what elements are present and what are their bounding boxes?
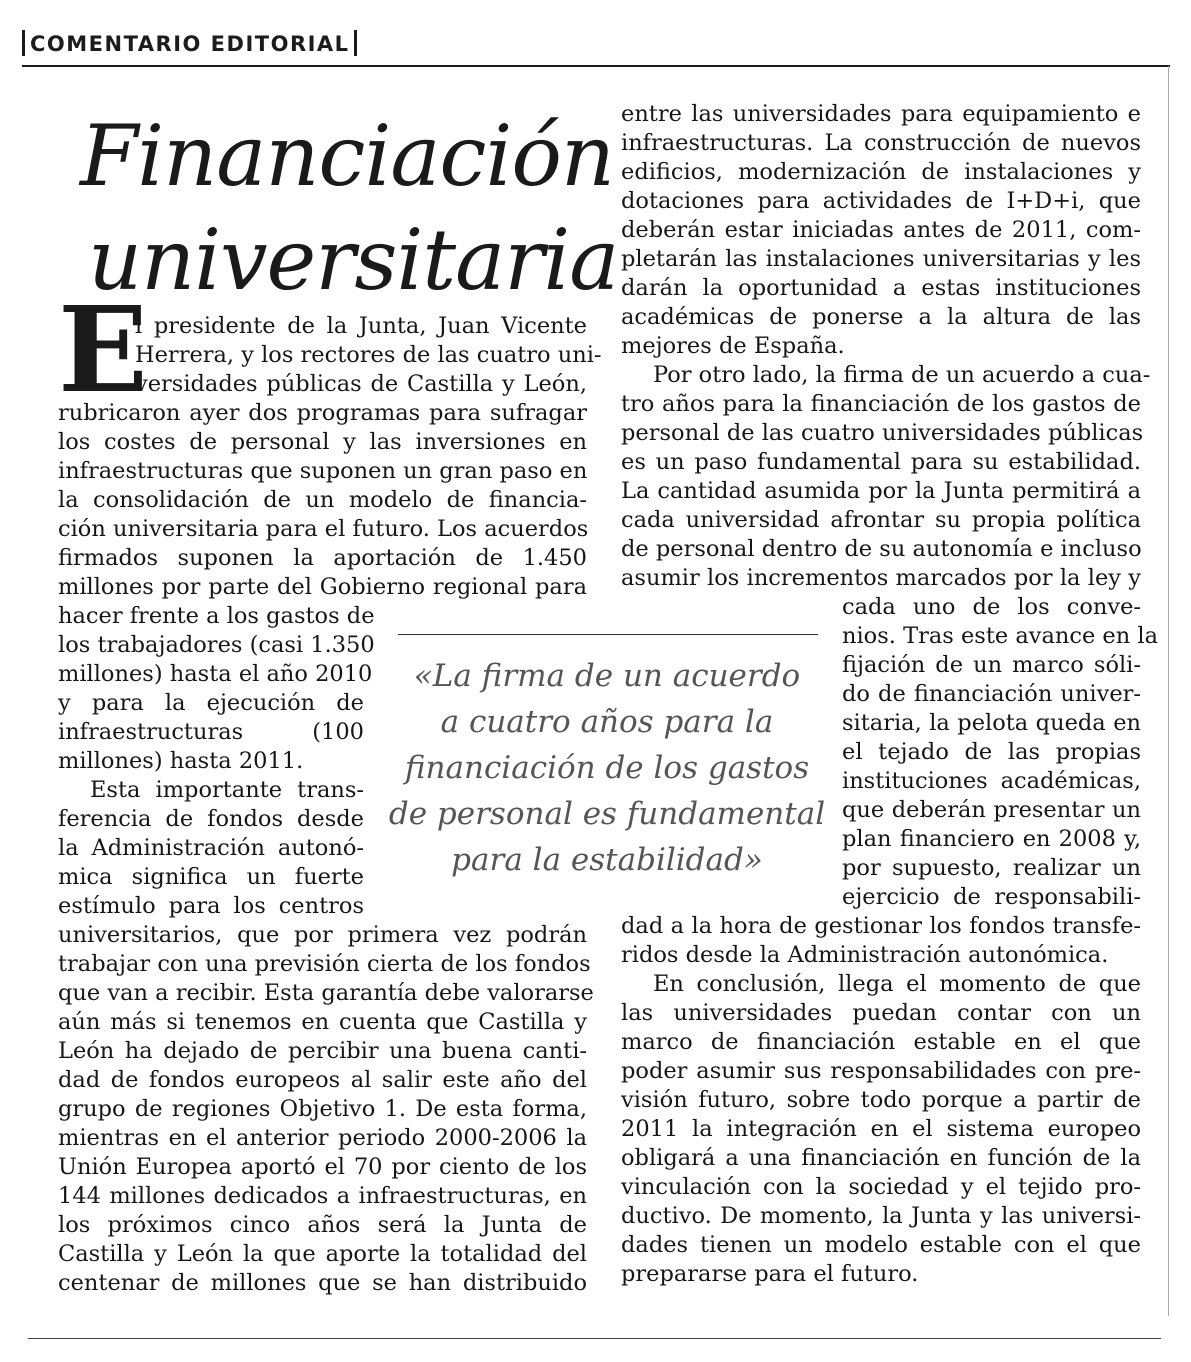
pull-quote-line: de personal es fundamental [388,796,826,832]
text-line: académicas de ponerse a la altura de las [621,304,1141,330]
text-line: que van a recibir. Esta garantía debe valorarse [58,980,594,1006]
text-line: la Administración autonó- [58,835,364,861]
text-line: 144 millones dedicados a infraestructuras, en [58,1183,587,1209]
text-line: 2011 la integración en el sistema europeo [621,1116,1141,1142]
headline-line-2: universitaria [88,211,619,309]
text-line: asumir los incrementos marcados por la ley y [621,565,1141,591]
text-line: visión futuro, sobre todo porque a partir de [621,1087,1141,1113]
text-line: tro años para la financiación de los gastos de [621,391,1141,417]
text-line: En conclusión, llega el momento de que [653,971,1141,997]
header-bar-right [354,30,357,56]
text-line: la consolidación de un modelo de financia- [58,487,587,513]
text-line: ferencia de fondos desde [58,806,364,832]
text-line: trabajar con una previsión cierta de los fondos [58,951,591,977]
text-line: que deberán presentar un [842,797,1141,823]
pull-quote-line: financiación de los gastos [404,750,810,786]
text-line: vinculación con la sociedad y el tejido pro- [621,1174,1141,1200]
text-line: dad de fondos europeos al salir este año del [58,1067,587,1093]
right-margin-rule [1168,66,1169,1316]
text-line: León ha dejado de percibir una buena canti- [58,1038,587,1064]
text-line: versidades públicas de Castilla y León, [135,371,587,397]
text-line: grupo de regiones Objetivo 1. De esta forma, [58,1096,587,1122]
bottom-rule [28,1338,1161,1339]
section-label: COMENTARIO EDITORIAL [30,32,350,56]
text-line: nios. Tras este avance en la [842,623,1158,649]
text-line: aún más si tenemos en cuenta que Castilla y [58,1009,587,1035]
text-line: cada universidad afrontar su propia política [621,507,1141,533]
text-line: ción universitaria para el futuro. Los acuerdos [58,516,589,542]
text-line: es un paso fundamental para su estabilidad. [621,449,1141,475]
text-line: personal de las cuatro universidades públicas [621,420,1144,446]
text-line: obligará a una financiación en función de la [621,1145,1141,1171]
text-line: l presidente de la Junta, Juan Vicente [135,313,587,339]
text-line: mientras en el anterior periodo 2000-2006 la [58,1125,587,1151]
text-line: cada uno de los conve- [842,594,1141,620]
text-line: firmados suponen la aportación de 1.450 [58,545,587,571]
text-line: ductivo. De momento, la Junta y las universi- [621,1203,1141,1229]
text-line: marco de financiación estable en el que [621,1029,1141,1055]
text-line: entre las universidades para equipamiento e [621,101,1141,127]
section-header [22,30,357,56]
text-line: instituciones académicas, [842,768,1141,794]
text-line: y para la ejecución de [58,690,364,716]
text-line: las universidades puedan contar con un [621,1000,1141,1026]
text-line: ridos desde la Administración autonómica. [621,942,1109,968]
headline [80,104,619,312]
text-line: dotaciones para actividades de I+D+i, que [621,188,1141,214]
text-line: fijación de un marco sóli- [842,652,1141,678]
text-line: de personal dentro de su autonomía e incluso [621,536,1142,562]
text-line: deberán estar iniciadas antes de 2011, com- [621,217,1141,243]
text-line: edificios, modernización de instalaciones y [621,159,1141,185]
text-line: infraestructuras (100 [58,719,364,745]
text-line: rubricaron ayer dos programas para sufragar [58,400,587,426]
text-line: millones) hasta el año 2010 [58,661,373,687]
text-line: Castilla y León la que aporte la totalidad del [58,1241,587,1267]
text-line: por supuesto, realizar un [842,855,1141,881]
text-line: plan financiero en 2008 y, [842,826,1141,852]
text-line: centenar de millones que se han distribuido [58,1270,587,1296]
text-line: mica significa un fuerte [58,864,364,890]
text-line: el tejado de las propias [842,739,1141,765]
text-line: millones) hasta 2011. [58,748,304,774]
text-line: universitarios, que por primera vez podrán [58,922,587,948]
text-line: Herrera, y los rectores de las cuatro uni- [135,342,602,368]
pull-quote-line: «La firma de un acuerdo [413,658,801,694]
text-line: ejercicio de responsabili- [842,884,1141,910]
text-line: millones por parte del Gobierno regional para [58,574,587,600]
text-line: infraestructuras que suponen un gran paso en [58,458,588,484]
text-line: Unión Europea aportó el 70 por ciento de los [58,1154,587,1180]
headline-line-1: Financiación [80,107,614,205]
text-line: do de financiación univer- [842,681,1141,707]
text-line: los costes de personal y las inversiones en [58,429,587,455]
text-line: hacer frente a los gastos de [58,603,375,629]
header-bar-left [22,30,25,56]
text-line: los trabajadores (casi 1.350 [58,632,375,658]
text-line: Por otro lado, la firma de un acuerdo a cua- [653,362,1151,388]
text-line: estímulo para los centros [58,893,364,919]
text-line: sitaria, la pelota queda en [842,710,1141,736]
text-line: La cantidad asumida por la Junta permitirá a [621,478,1141,504]
text-line: los próximos cinco años será la Junta de [58,1212,587,1238]
text-line: infraestructuras. La construcción de nuevos [621,130,1141,156]
text-line: prepararse para el futuro. [621,1261,919,1287]
text-line: dades tienen un modelo estable con el que [621,1232,1141,1258]
text-line: dad a la hora de gestionar los fondos transfe- [621,913,1141,939]
top-rule [22,65,1170,67]
text-line: mejores de España. [621,333,845,359]
text-line: darán la oportunidad a estas instituciones [621,275,1141,301]
text-line: poder asumir sus responsabilidades con pre- [621,1058,1141,1084]
text-line: Esta importante trans- [90,777,364,803]
pull-quote-top-rule [398,634,818,635]
pull-quote-line: a cuatro años para la [440,704,774,740]
text-line: pletarán las instalaciones universitarias y les [621,246,1141,272]
pull-quote-line: para la estabilidad» [451,842,763,878]
drop-cap: E [58,280,148,419]
